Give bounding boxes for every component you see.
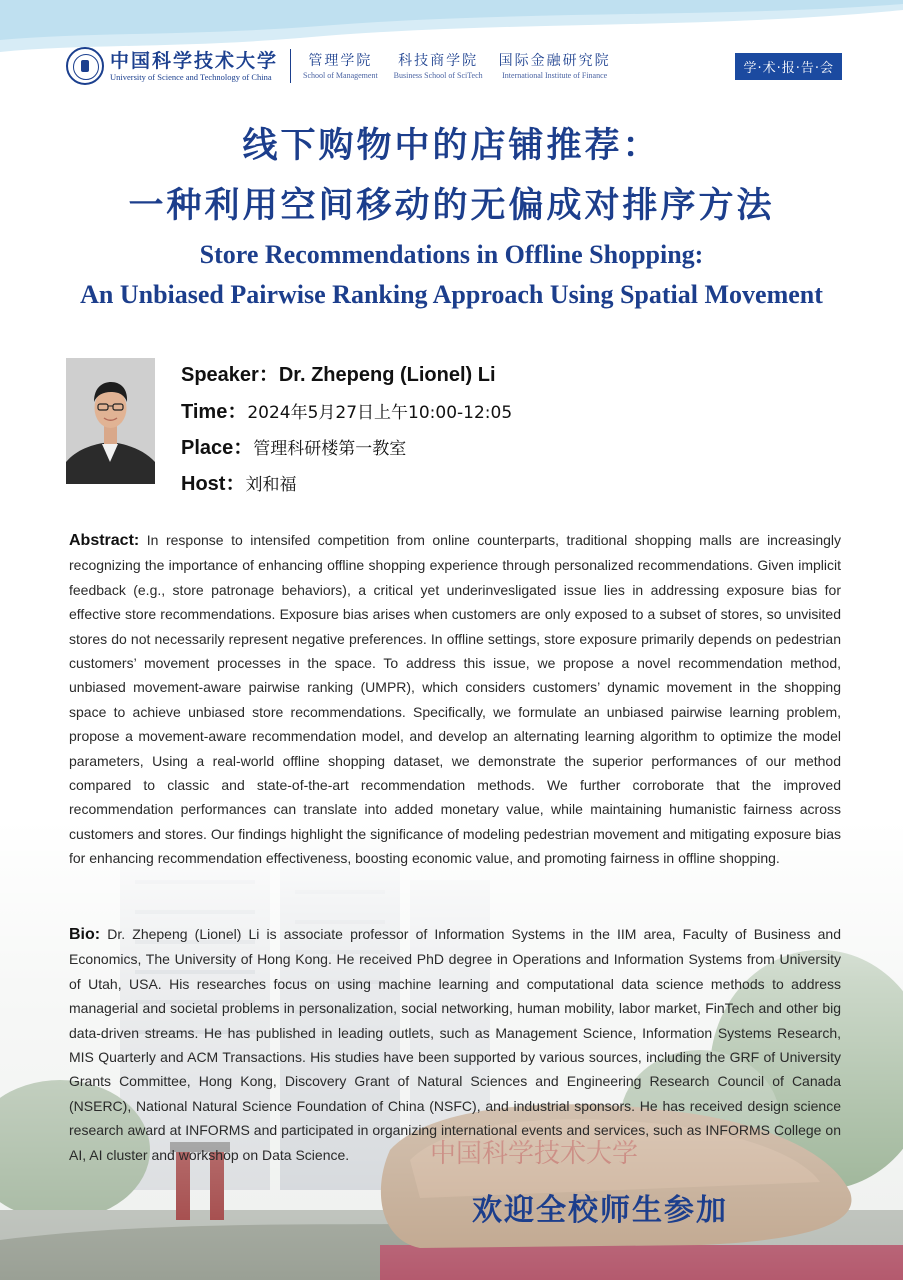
university-name-en: University of Science and Technology of China [110,71,272,82]
host-label: Host： [181,473,246,495]
header [66,46,842,86]
school-name-cn: 国际金融研究院 [498,52,611,69]
place-value: 管理科研楼第一教室 [253,439,407,459]
welcome-slogan: 欢迎全校师生参加 [472,1193,728,1228]
place-row [181,431,406,460]
host-row [181,467,296,496]
school-finance [499,52,611,81]
time-row [181,395,512,424]
title-en-line2: An Unbiased Pairwise Ranking Approach Using Spatial Movement [80,280,823,309]
abstract-text: In response to intensifed competition from online counterparts, traditional shopping malls are increasingly recognizing the importance of enhancing offline shopping experience through personalized recommendations. Given implicit feedback (e.g., store patronage behaviors), a critical yet underinvesligated issue lies in addressing exposure bias for effective store recommendations. Exposure bias arises when customers are only exposed to a subset of stores, so unvisited stores do not necessarily represent negative preferences. In offline settings, store exposure primarily depends on pedestrian customers’ movement processes in the space. To address this issue, we propose a novel recommendation method, unbiased movement-aware pairwise ranking (UMPR), which considers customers’ dynamic movement in the shopping space to achieve unbiased store recommendations. Specifically, we formulate an unbiased pairwise learning problem, propose a movement-aware recommendation model, and develop an alternating learning algorithm to optimize the model parameters, Using a real-world offline shopping dataset, we demonstrate the superior performances of our method compared to classic and state-of-the-art recommendation methods. We further corroborate that the improved recommendation performances can translate into added monetary value, while maintaining humanistic fairness across customers and stores. Our findings highlight the significance of modeling pedestrian movement and mitigating exposure bias for enhancing recommendation effectiveness, boosting economic value, and promoting fairness in offline shopping. [69,532,842,867]
speaker-name: Dr. Zhepeng (Lionel) Li [278,364,496,386]
title-cn-line1: 线下购物中的店铺推荐： [242,125,661,166]
host-value: 刘和福 [245,475,297,495]
school-name-cn: 科技商学院 [398,52,479,69]
university-name [110,50,278,83]
place-label: Place： [181,437,254,459]
title-en-line1: Store Recommendations in Offline Shopping: [199,240,704,269]
speaker-portrait-icon [66,358,155,484]
academic-report-badge: 学·术·报·告·会 [735,53,842,80]
title-cn-line2: 一种利用空间移动的无偏成对排序方法 [128,185,775,226]
school-name-en: International Institute of Finance [502,70,608,80]
school-name-en: Business School of SciTech [393,70,483,80]
school-scitech [394,52,483,81]
time-value: 2024年5月27日上午10:00-12:05 [247,403,513,423]
bio-label: Bio: [69,926,101,943]
bio-section [69,922,841,1167]
speaker-photo [66,358,155,484]
header-divider [290,49,291,83]
abstract-label: Abstract: [69,532,140,549]
speaker-label: Speaker： [181,364,279,386]
school-name-cn: 管理学院 [308,52,373,69]
school-name-en: School of Management [303,70,378,80]
university-name-cn: 中国科学技术大学 [110,49,279,72]
bio-text: Dr. Zhepeng (Lionel) Li is associate professor of Information Systems in the IIM area, Faculty of Business and Economics, The University of Hong Kong. He received PhD degree in Operations and Information Systems from University of Utah, USA. His researches focus on using machine learning and computational data science methods to address managerial and societal problems in personalization, social networking, human mobility, labor market, FinTech and other big data-driven streams. He has published in leading outlets, such as Management Science, Information Systems Research, MIS Quarterly and ACM Transactions. His studies have been supported by various sources, including the GRF of University Grants Committee, Hong Kong, Discovery Grant of Natural Sciences and Engineering Research Council of Canada (NSERC), National Natural Science Foundation of China (NSFC), and industrial sponsors. He has received design science research award at INFORMS and participated in organizing international events and services, such as INFORMS College on AI, AI cluster and workshop on Data Science. [69,926,841,1163]
school-management [303,52,378,81]
time-label: Time： [181,401,248,423]
abstract-section [69,528,841,871]
speaker-row [181,358,496,387]
university-seal-icon [66,47,104,85]
